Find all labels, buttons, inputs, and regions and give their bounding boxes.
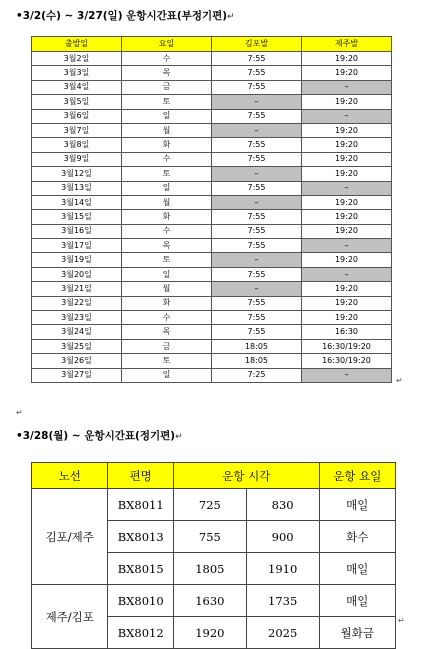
day-cell: 일 xyxy=(122,181,212,195)
paragraph-mark: ↵ xyxy=(227,12,235,22)
date-cell: 3월22일 xyxy=(32,296,122,310)
header-departure-date: 출발일 xyxy=(32,37,122,52)
day-cell: 토 xyxy=(122,354,212,368)
jeju-time-cell: 19:20 xyxy=(302,167,392,181)
table-row xyxy=(32,181,392,195)
gimpo-time-cell: 7:55 xyxy=(212,267,302,281)
gimpo-time-cell: – xyxy=(212,253,302,267)
table-row xyxy=(32,80,392,94)
header-route: 노선 xyxy=(32,463,108,489)
arrival-time-cell: 900 xyxy=(246,521,319,553)
gimpo-time-cell: – xyxy=(212,282,302,296)
departure-time-cell: 1630 xyxy=(173,585,246,617)
table-row xyxy=(32,195,392,209)
day-cell: 토 xyxy=(122,253,212,267)
day-cell: 월 xyxy=(122,195,212,209)
gimpo-time-cell: 7:55 xyxy=(212,296,302,310)
table-row xyxy=(32,585,396,617)
day-cell: 수 xyxy=(122,152,212,166)
schedule-regular-heading xyxy=(16,428,183,443)
day-cell: 일 xyxy=(122,368,212,382)
date-cell: 3월14일 xyxy=(32,195,122,209)
jeju-time-cell: 16:30/19:20 xyxy=(302,339,392,353)
day-cell: 화 xyxy=(122,296,212,310)
jeju-time-cell: 19:20 xyxy=(302,253,392,267)
day-cell: 금 xyxy=(122,80,212,94)
day-cell: 수 xyxy=(122,311,212,325)
day-cell: 금 xyxy=(122,339,212,353)
gimpo-time-cell: – xyxy=(212,95,302,109)
date-cell: 3월25일 xyxy=(32,339,122,353)
day-cell: 일 xyxy=(122,267,212,281)
header-jeju-departure: 제주발 xyxy=(302,37,392,52)
operating-days-cell: 매일 xyxy=(319,585,395,617)
table-row xyxy=(32,253,392,267)
date-cell: 3월23일 xyxy=(32,311,122,325)
day-cell: 월 xyxy=(122,282,212,296)
date-cell: 3월19일 xyxy=(32,253,122,267)
table-row xyxy=(32,66,392,80)
day-cell: 화 xyxy=(122,210,212,224)
date-cell: 3월26일 xyxy=(32,354,122,368)
departure-time-cell: 755 xyxy=(173,521,246,553)
date-cell: 3월24일 xyxy=(32,325,122,339)
jeju-time-cell: 16:30/19:20 xyxy=(302,354,392,368)
arrival-time-cell: 830 xyxy=(246,489,319,521)
date-cell: 3월5일 xyxy=(32,95,122,109)
operating-days-cell: 화수 xyxy=(319,521,395,553)
gimpo-time-cell: – xyxy=(212,195,302,209)
jeju-time-cell: – xyxy=(302,109,392,123)
jeju-time-cell: 19:20 xyxy=(302,123,392,137)
operating-days-cell: 월화금 xyxy=(319,617,395,649)
jeju-time-cell: 19:20 xyxy=(302,311,392,325)
date-cell: 3월13일 xyxy=(32,181,122,195)
table-row xyxy=(32,123,392,137)
jeju-time-cell: 19:20 xyxy=(302,296,392,310)
table-header-row xyxy=(32,37,392,52)
gimpo-time-cell: 18:05 xyxy=(212,339,302,353)
paragraph-mark: ↵ xyxy=(396,376,403,385)
date-cell: 3월15일 xyxy=(32,210,122,224)
date-cell: 3월8일 xyxy=(32,138,122,152)
departure-time-cell: 725 xyxy=(173,489,246,521)
date-cell: 3월2일 xyxy=(32,52,122,66)
table-row xyxy=(32,282,392,296)
day-cell: 일 xyxy=(122,109,212,123)
date-cell: 3월3일 xyxy=(32,66,122,80)
day-cell: 화 xyxy=(122,138,212,152)
jeju-time-cell: 19:20 xyxy=(302,138,392,152)
jeju-time-cell: 19:20 xyxy=(302,66,392,80)
jeju-time-cell: 19:20 xyxy=(302,195,392,209)
jeju-time-cell: 19:20 xyxy=(302,210,392,224)
day-cell: 토 xyxy=(122,95,212,109)
date-cell: 3월21일 xyxy=(32,282,122,296)
jeju-time-cell: 19:20 xyxy=(302,152,392,166)
flight-number-cell: BX8013 xyxy=(108,521,174,553)
header-flight: 편명 xyxy=(108,463,174,489)
day-cell: 목 xyxy=(122,239,212,253)
flight-number-cell: BX8012 xyxy=(108,617,174,649)
irregular-schedule-table xyxy=(31,36,392,383)
table-row xyxy=(32,339,392,353)
table-row xyxy=(32,210,392,224)
table-row xyxy=(32,167,392,181)
jeju-time-cell: – xyxy=(302,181,392,195)
date-cell: 3월17일 xyxy=(32,239,122,253)
heading-text: •3/28(월) ~ 운항시간표(정기편) xyxy=(16,430,176,442)
arrival-time-cell: 1735 xyxy=(246,585,319,617)
gimpo-time-cell: 7:55 xyxy=(212,325,302,339)
gimpo-time-cell: 7:55 xyxy=(212,80,302,94)
table-row xyxy=(32,239,392,253)
table-row xyxy=(32,52,392,66)
arrival-time-cell: 2025 xyxy=(246,617,319,649)
day-cell: 월 xyxy=(122,123,212,137)
date-cell: 3월27일 xyxy=(32,368,122,382)
operating-days-cell: 매일 xyxy=(319,553,395,585)
gimpo-time-cell: 7:55 xyxy=(212,109,302,123)
flight-number-cell: BX8011 xyxy=(108,489,174,521)
table-row xyxy=(32,152,392,166)
flight-number-cell: BX8010 xyxy=(108,585,174,617)
table-row xyxy=(32,95,392,109)
jeju-time-cell: – xyxy=(302,368,392,382)
jeju-time-cell: 19:20 xyxy=(302,224,392,238)
jeju-time-cell: 19:20 xyxy=(302,282,392,296)
table-header-row xyxy=(32,463,396,489)
date-cell: 3월4일 xyxy=(32,80,122,94)
paragraph-mark: ↵ xyxy=(175,432,183,442)
route-cell: 제주/김포 xyxy=(32,585,108,649)
day-cell: 수 xyxy=(122,52,212,66)
jeju-time-cell: – xyxy=(302,80,392,94)
table-row xyxy=(32,311,392,325)
day-cell: 토 xyxy=(122,167,212,181)
table-row xyxy=(32,325,392,339)
table-row xyxy=(32,489,396,521)
jeju-time-cell: 19:20 xyxy=(302,52,392,66)
table-row xyxy=(32,267,392,281)
date-cell: 3월7일 xyxy=(32,123,122,137)
gimpo-time-cell: 7:55 xyxy=(212,239,302,253)
gimpo-time-cell: 7:55 xyxy=(212,52,302,66)
paragraph-mark: ↵ xyxy=(16,408,23,417)
day-cell: 수 xyxy=(122,224,212,238)
heading-text: •3/2(수) ~ 3/27(일) 운항시간표(부정기편) xyxy=(16,10,228,22)
gimpo-time-cell: 7:55 xyxy=(212,224,302,238)
gimpo-time-cell: 7:55 xyxy=(212,181,302,195)
day-cell: 목 xyxy=(122,325,212,339)
jeju-time-cell: 19:20 xyxy=(302,95,392,109)
table-row xyxy=(32,296,392,310)
date-cell: 3월20일 xyxy=(32,267,122,281)
gimpo-time-cell: 7:55 xyxy=(212,152,302,166)
jeju-time-cell: 16:30 xyxy=(302,325,392,339)
date-cell: 3월16일 xyxy=(32,224,122,238)
table-row xyxy=(32,109,392,123)
regular-schedule-table xyxy=(31,462,396,649)
departure-time-cell: 1805 xyxy=(173,553,246,585)
jeju-time-cell: – xyxy=(302,239,392,253)
gimpo-time-cell: 18:05 xyxy=(212,354,302,368)
departure-time-cell: 1920 xyxy=(173,617,246,649)
day-cell: 목 xyxy=(122,66,212,80)
schedule-irregular-heading xyxy=(16,8,235,23)
gimpo-time-cell: – xyxy=(212,123,302,137)
header-gimpo-departure: 김포발 xyxy=(212,37,302,52)
table-row xyxy=(32,224,392,238)
gimpo-time-cell: 7:25 xyxy=(212,368,302,382)
gimpo-time-cell: 7:55 xyxy=(212,66,302,80)
arrival-time-cell: 1910 xyxy=(246,553,319,585)
table-row xyxy=(32,354,392,368)
header-time: 운항 시각 xyxy=(173,463,319,489)
header-days: 운항 요일 xyxy=(319,463,395,489)
flight-number-cell: BX8015 xyxy=(108,553,174,585)
table-row xyxy=(32,138,392,152)
date-cell: 3월9일 xyxy=(32,152,122,166)
header-day: 요일 xyxy=(122,37,212,52)
paragraph-mark: ↵ xyxy=(398,616,405,625)
gimpo-time-cell: – xyxy=(212,167,302,181)
date-cell: 3월12일 xyxy=(32,167,122,181)
table-row xyxy=(32,368,392,382)
date-cell: 3월6일 xyxy=(32,109,122,123)
jeju-time-cell: – xyxy=(302,267,392,281)
gimpo-time-cell: 7:55 xyxy=(212,210,302,224)
gimpo-time-cell: 7:55 xyxy=(212,138,302,152)
gimpo-time-cell: 7:55 xyxy=(212,311,302,325)
operating-days-cell: 매일 xyxy=(319,489,395,521)
route-cell: 김포/제주 xyxy=(32,489,108,585)
